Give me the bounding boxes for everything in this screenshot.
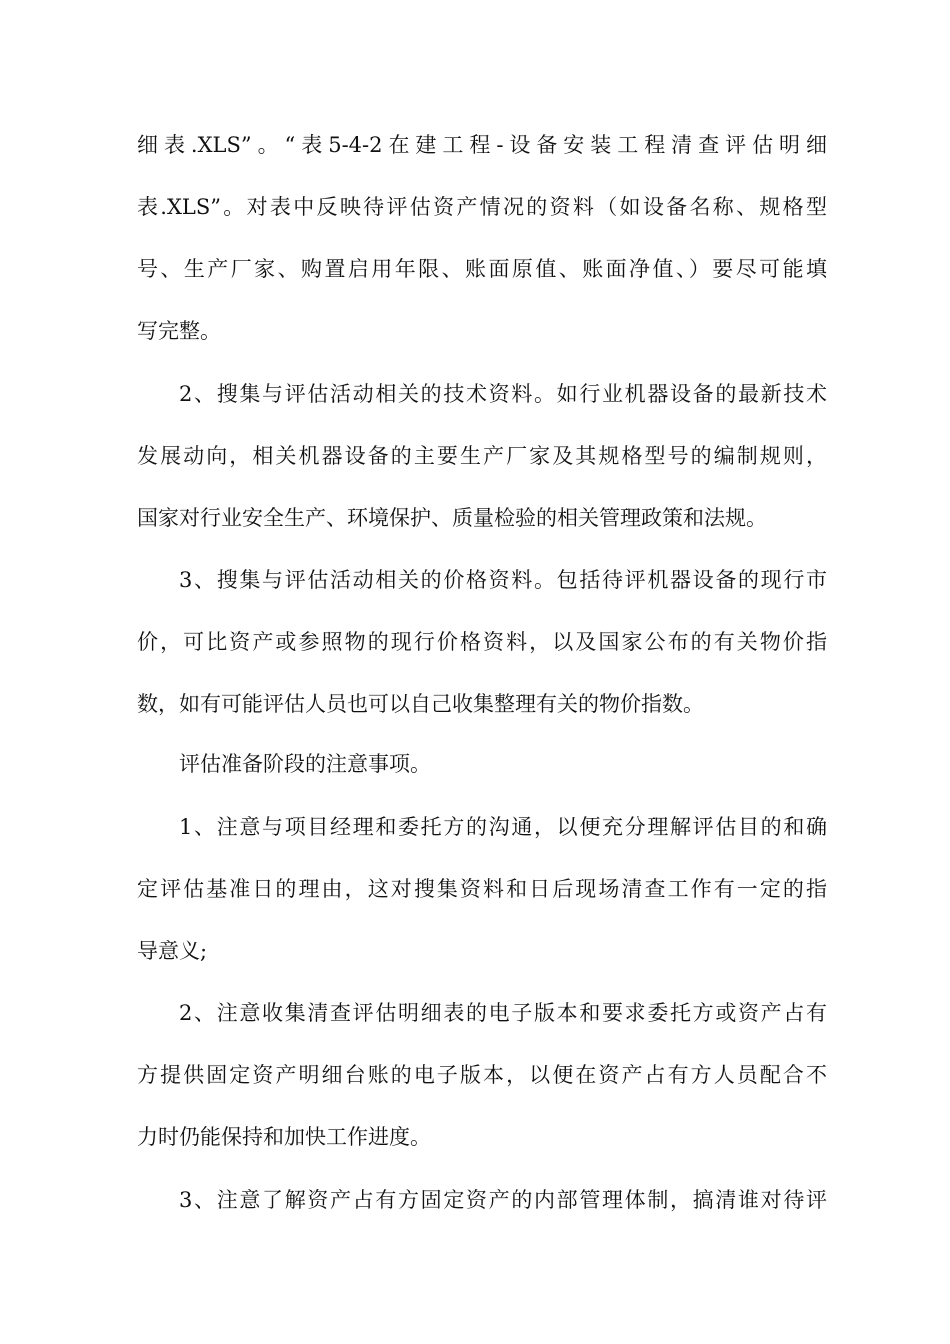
paragraph-first-line: 1、注意与项目经理和委托方的沟通，以便充分理解评估目的和确 — [179, 815, 827, 839]
text-line: 表.XLS”。对表中反映待评估资产情况的资料（如设备名称、规格型 — [137, 195, 827, 219]
text-line: 方提供固定资产明细台账的电子版本，以便在资产占有方人员配合不 — [137, 1063, 827, 1087]
text-line: 力时仍能保持和加快工作进度。 — [137, 1125, 431, 1149]
text-line: 写完整。 — [137, 319, 221, 343]
paragraph-first-line: 2、搜集与评估活动相关的技术资料。如行业机器设备的最新技术 — [179, 382, 827, 406]
paragraph-first-line: 3、搜集与评估活动相关的价格资料。包括待评机器设备的现行市 — [179, 568, 827, 592]
text-line: 国家对行业安全生产、环境保护、质量检验的相关管理政策和法规。 — [137, 506, 767, 530]
paragraph-first-line: 3、注意了解资产占有方固定资产的内部管理体制，搞清谁对待评 — [179, 1188, 827, 1212]
text-line: 细表.XLS”。“表5-4-2在建工程-设备安装工程清查评估明细 — [137, 133, 827, 157]
paragraph-first-line: 2、注意收集清查评估明细表的电子版本和要求委托方或资产占有 — [179, 1001, 827, 1025]
text-line: 发展动向，相关机器设备的主要生产厂家及其规格型号的编制规则， — [137, 444, 827, 468]
text-line: 导意义; — [137, 939, 208, 963]
text-line: 定评估基准日的理由，这对搜集资料和日后现场清查工作有一定的指 — [137, 877, 827, 901]
text-line: 数，如有可能评估人员也可以自己收集整理有关的物价指数。 — [137, 692, 704, 716]
text-line: 价，可比资产或参照物的现行价格资料，以及国家公布的有关物价指 — [137, 630, 827, 654]
text-line: 号、生产厂家、购置启用年限、账面原值、账面净值、）要尽可能填 — [137, 257, 827, 281]
section-heading: 评估准备阶段的注意事项。 — [179, 752, 431, 776]
